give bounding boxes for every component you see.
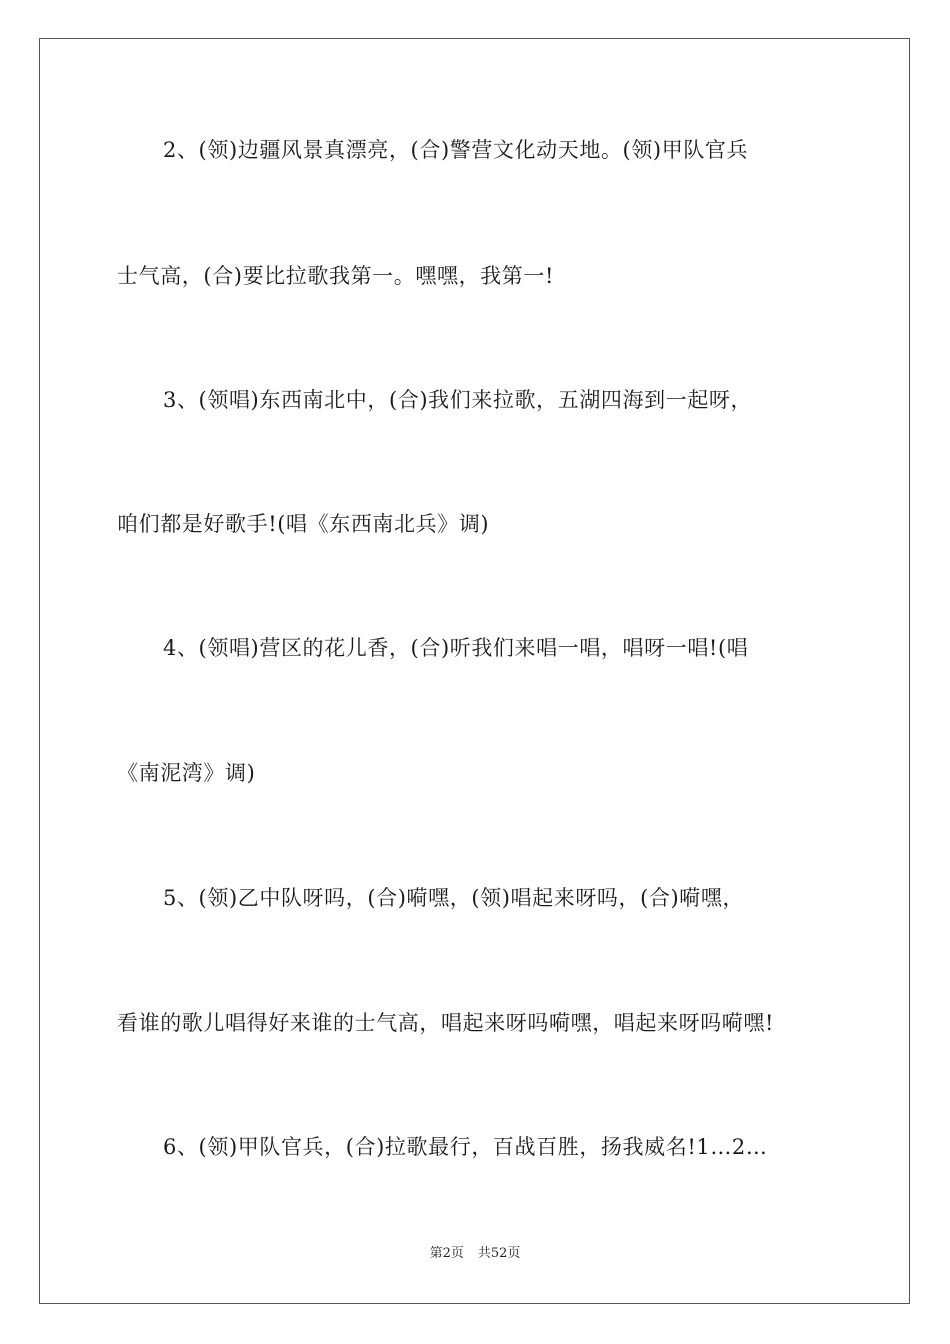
paragraph-3-line-2: 咱们都是好歌手!(唱《东西南北兵》调) (117, 512, 490, 536)
paragraph-2-line-1: 2、(领)边疆风景真漂亮，(合)警营文化动天地。(领)甲队官兵 (163, 138, 749, 162)
paragraph-6-line-1: 6、(领)甲队官兵，(合)拉歌最行，百战百胜，扬我威名!1…2… (163, 1135, 768, 1159)
paragraph-4-line-1: 4、(领唱)营区的花儿香，(合)听我们来唱一唱，唱呀一唱!(唱 (163, 636, 749, 660)
paragraph-3-line-1: 3、(领唱)东西南北中，(合)我们来拉歌，五湖四海到一起呀， (163, 388, 753, 412)
page-number: 第2页 (429, 1246, 464, 1261)
paragraph-2-line-2: 士气高，(合)要比拉歌我第一。嘿嘿，我第一! (117, 264, 555, 288)
page-border (39, 38, 910, 1304)
page-total: 共52页 (477, 1246, 521, 1261)
paragraph-5-line-1: 5、(领)乙中队呀吗，(合)嗬嘿，(领)唱起来呀吗，(合)嗬嘿， (163, 886, 745, 910)
paragraph-4-line-2: 《南泥湾》调) (117, 761, 256, 785)
paragraph-5-line-2: 看谁的歌儿唱得好来谁的士气高，唱起来呀吗嗬嘿，唱起来呀吗嗬嘿! (117, 1011, 775, 1035)
page-footer (0, 1245, 950, 1263)
